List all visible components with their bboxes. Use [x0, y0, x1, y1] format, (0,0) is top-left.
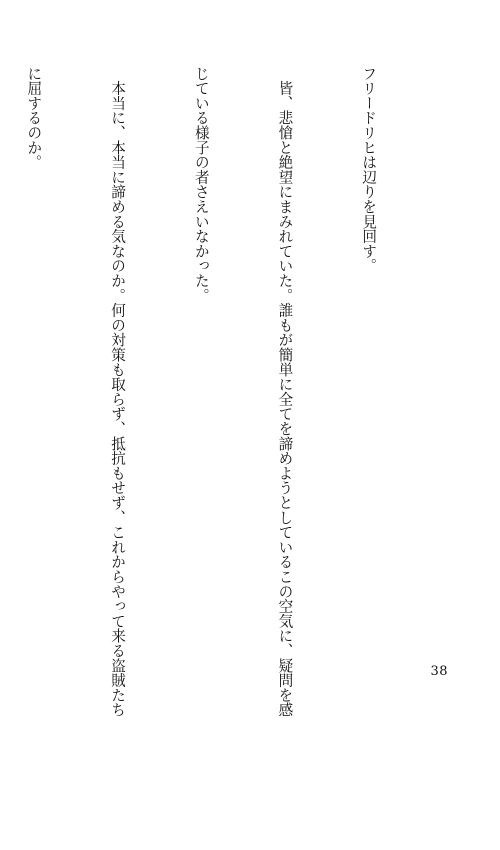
text-line: 皆、悲愴と絶望にまみれていた。誰もが簡単に全てを諦めようとしているこの空気に、疑問を感: [276, 66, 294, 718]
text-line: に屈するのか。: [25, 66, 43, 170]
page-number: 38: [430, 664, 448, 679]
text-line: じている様子の者さえいなかった。: [192, 66, 210, 303]
vertical-text-body: [0, 66, 438, 718]
text-line: フリードリヒは辺りを見回す。: [360, 66, 378, 274]
text-line: 本当に、本当に諦める気なのか。何の対策も取らず、抵抗もせず、これからやって来る盗賊たち: [109, 66, 127, 718]
